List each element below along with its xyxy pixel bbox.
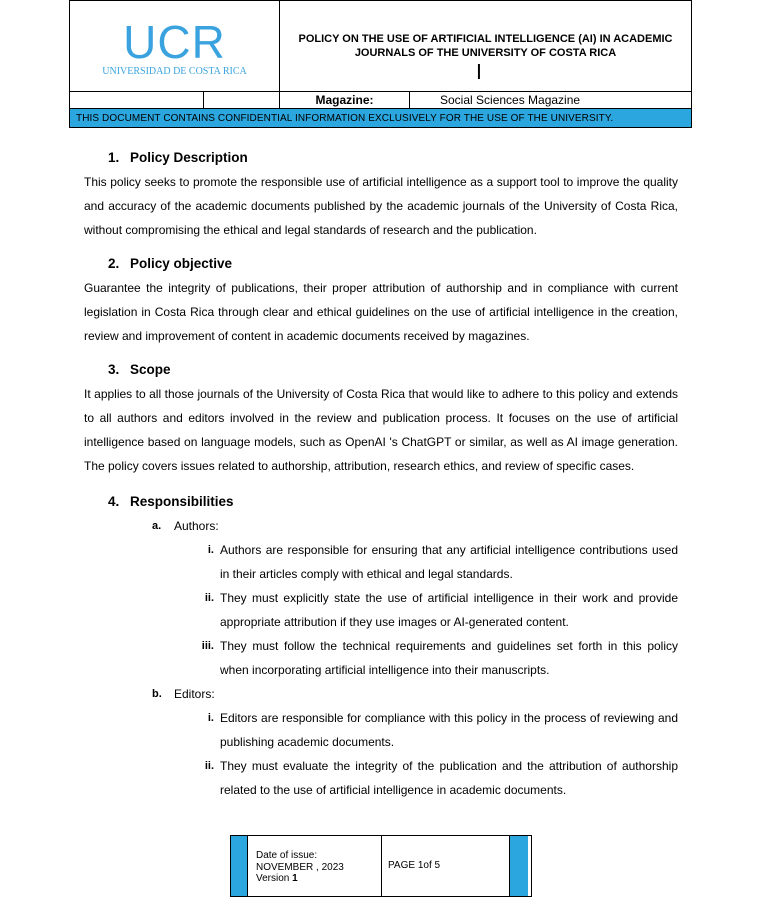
section-number: 1. xyxy=(108,150,120,165)
section-text: Guarantee the integrity of publications, their proper attribution of authorship and in compliance with current legislation in Costa Rica through clear and ethical guidelines on the use of artificial intelligence in the creation, review and improvement of content in academic documents received by magazines. xyxy=(84,281,678,343)
document-title xyxy=(280,1,692,92)
list-item xyxy=(84,586,678,634)
list-text: Editors are responsible for compliance with this policy in the process of reviewing and publishing academic documents. xyxy=(220,711,678,749)
list-item xyxy=(84,754,678,802)
title-line-1: POLICY ON THE USE OF ARTIFICIAL INTELLIGENCE (AI) IN ACADEMIC xyxy=(298,33,673,45)
section-text: This policy seeks to promote the responsible use of artificial intelligence as a support tool to improve the quality and accuracy of the academic documents published by the academic journals of the University of Costa Rica, without compromising the ethical and legal standards of research and the publication. xyxy=(84,175,678,237)
logo-subtext: UNIVERSIDAD DE COSTA RICA xyxy=(102,65,247,77)
section-number: 3. xyxy=(108,362,120,377)
section-heading xyxy=(84,358,678,382)
section-title: Scope xyxy=(130,362,171,377)
section-text: It applies to all those journals of the University of Costa Rica that would like to adhere to this policy and extends to all authors and editors involved in the review and publication process. It focuses on the use of artificial intelligence based on language models, such as OpenAI 's ChatGPT or similar, as well as AI image generation. The policy covers issues related to authorship, attribution, research ethics, and review of specific cases. xyxy=(84,387,678,473)
list-number: ii. xyxy=(204,592,214,604)
section-title: Policy objective xyxy=(130,256,233,271)
page-number: PAGE 1of 5 xyxy=(382,836,510,896)
ucr-logo xyxy=(70,1,280,92)
version-line xyxy=(256,873,381,885)
section-number: 4. xyxy=(108,494,120,509)
responsibilities-list xyxy=(84,514,678,802)
section-number: 2. xyxy=(108,256,120,271)
logo-text: UCR xyxy=(123,15,226,68)
list-label: Editors: xyxy=(174,687,215,701)
section-heading xyxy=(84,490,678,514)
section-title: Responsibilities xyxy=(130,494,234,509)
magazine-label: Magazine: xyxy=(280,92,410,109)
magazine-value: Social Sciences Magazine xyxy=(410,92,692,109)
list-number: iii. xyxy=(201,640,214,652)
document-body xyxy=(84,146,678,802)
list-item xyxy=(84,538,678,586)
text-cursor-icon: I xyxy=(476,60,482,84)
list-item xyxy=(84,634,678,682)
list-letter: b. xyxy=(152,688,162,700)
confidential-banner: THIS DOCUMENT CONTAINS CONFIDENTIAL INFORMATION EXCLUSIVELY FOR THE USE OF THE UNIVERSITY. xyxy=(70,109,692,128)
version-label: Version xyxy=(256,873,290,884)
list-item xyxy=(84,706,678,754)
document-footer xyxy=(230,835,532,897)
document-header xyxy=(69,0,692,128)
footer-accent-bar xyxy=(231,836,248,896)
list-text: Authors are responsible for ensuring that any artificial intelligence contributions used in their articles comply with ethical and legal standards. xyxy=(220,543,678,581)
list-label: Authors: xyxy=(174,519,219,533)
section-title: Policy Description xyxy=(130,150,248,165)
empty-cell xyxy=(70,92,204,109)
list-text: They must explicitly state the use of artificial intelligence in their work and provide appropriate attribution if they use images or AI-generated content. xyxy=(220,591,678,629)
list-number: i. xyxy=(207,712,214,724)
empty-cell xyxy=(204,92,280,109)
list-item xyxy=(84,514,678,538)
list-number: ii. xyxy=(204,760,214,772)
date-label: Date of issue: xyxy=(256,850,318,861)
list-number: i. xyxy=(207,544,214,556)
title-line-2: JOURNALS OF THE UNIVERSITY OF COSTA RICA xyxy=(354,47,617,59)
section-heading xyxy=(84,252,678,276)
list-text: They must follow the technical requirements and guidelines set forth in this policy when incorporating artificial intelligence into their manuscripts. xyxy=(220,639,678,677)
list-item xyxy=(84,682,678,706)
version-value: 1 xyxy=(292,873,298,884)
section-heading xyxy=(84,146,678,170)
date-value: NOVEMBER , 2023 xyxy=(256,861,344,873)
footer-accent-bar xyxy=(510,836,528,896)
list-letter: a. xyxy=(152,520,162,532)
issue-info xyxy=(248,836,382,896)
list-text: They must evaluate the integrity of the publication and the attribution of authorship related to the use of artificial intelligence in academic documents. xyxy=(220,759,678,797)
